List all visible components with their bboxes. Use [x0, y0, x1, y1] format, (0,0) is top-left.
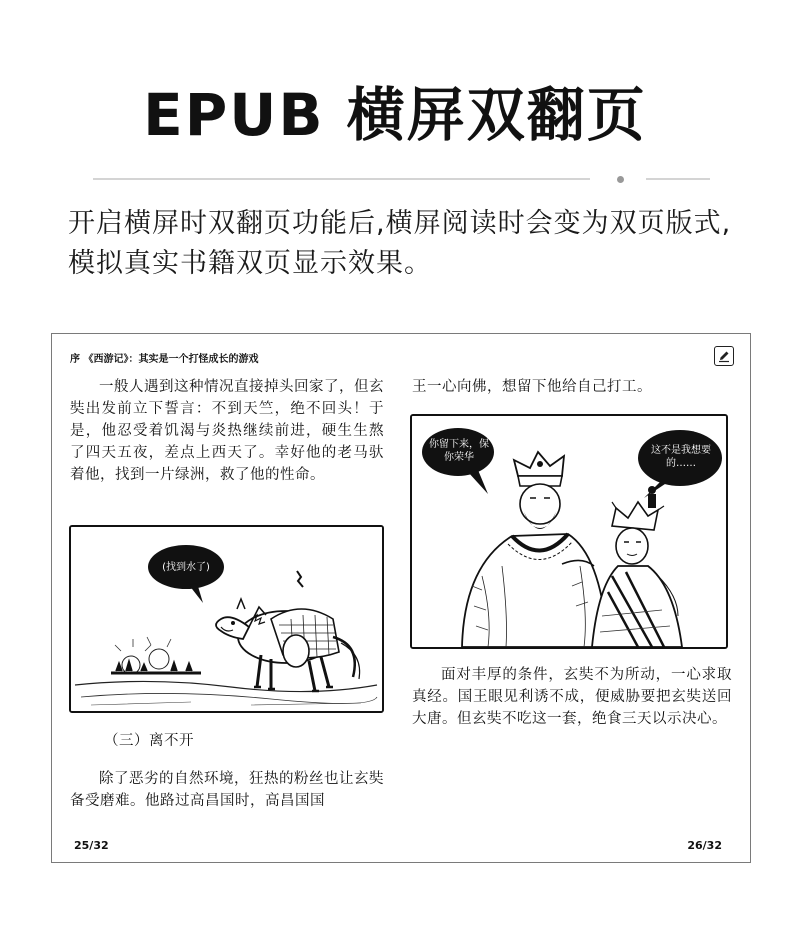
section-heading: （三）离不开 — [104, 733, 194, 749]
edit-icon — [717, 349, 731, 363]
left-page[interactable] — [52, 334, 402, 862]
paragraph: 王一心向佛，想留下他给自己打工。 — [412, 379, 652, 395]
speech-bubble-text: 你留下来，保你荣华 — [429, 439, 489, 463]
speech-bubble-text: (找到水了) — [162, 562, 210, 573]
page-number: 26/32 — [687, 839, 722, 852]
horse-illustration-drawing — [71, 527, 382, 711]
chapter-header: 序 《西游记》：其实是一个打怪成长的游戏 — [70, 354, 259, 365]
page-number: 25/32 — [74, 839, 109, 852]
reader-spread[interactable] — [51, 333, 751, 863]
speech-bubble-text: 这不是我想要的…… — [651, 445, 711, 469]
divider-dot — [617, 176, 624, 183]
paragraph: 一般人遇到这种情况直接掉头回家了，但玄奘出发前立下誓言：不到天竺，绝不回头！于是，他忍受着饥渴与炎热继续前进，硬生生熬了四天五夜，差点上西天了。幸好他的老马驮着他，找到一片绿洲，救了他的性命。 — [70, 379, 384, 483]
paragraph: 除了恶劣的自然环境，狂热的粉丝也让玄奘备受磨难。他路过高昌国时，高昌国国 — [70, 771, 384, 809]
feature-description: 开启横屏时双翻页功能后,横屏阅读时会变为双页版式,模拟真实书籍双页显示效果。 — [68, 208, 732, 279]
paragraph: 面对丰厚的条件，玄奘不为所动，一心求取真经。国王眼见利诱不成，便威胁要把玄奘送回大唐。但玄奘不吃这一套，绝食三天以示决心。 — [412, 667, 732, 727]
page-title: EPUB 横屏双翻页 — [143, 81, 647, 149]
illustration-horse — [69, 525, 384, 713]
right-page[interactable] — [402, 334, 750, 862]
divider-line — [93, 178, 590, 180]
divider-line-short — [646, 178, 710, 180]
illustration-king-and-monk — [410, 414, 728, 649]
edit-button[interactable] — [714, 346, 734, 366]
